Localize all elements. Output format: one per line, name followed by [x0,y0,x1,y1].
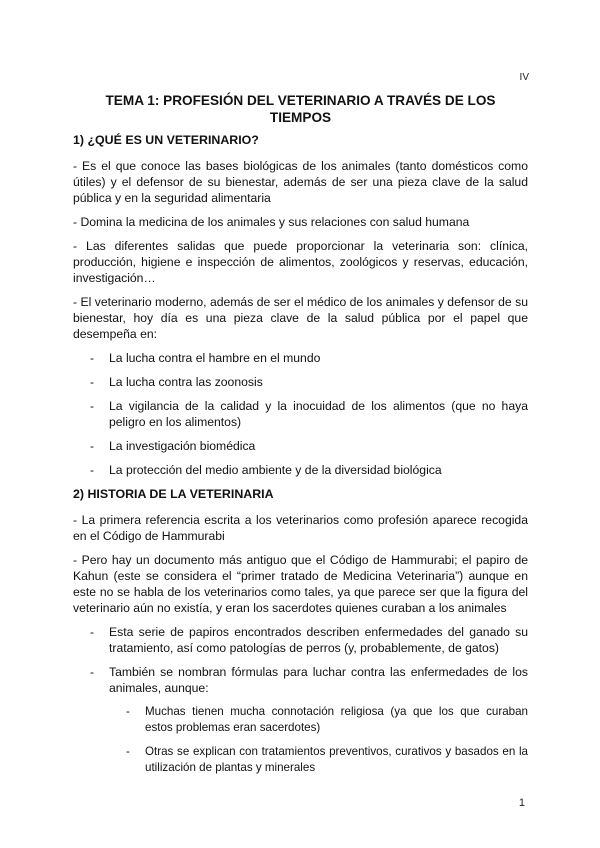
list-item-with-sublist [109,664,528,776]
page-number: 1 [518,797,525,809]
section-1-heading: 1) ¿QUÉ ES UN VETERINARIO? [73,133,259,147]
section-2-list [73,624,528,776]
section-2-paragraph: - La primera referencia escrita a los veterinarios como profesión aparece recogida en el Código de Hammurabi [73,513,528,543]
list-item: - Esta serie de papiros encontrados describen enfermedades del ganado su tratamiento, así como patologías de perros (y, probablemente, de gatos) [109,624,528,656]
page-title: TEMA 1: PROFESIÓN DEL VETERINARIO A TRAVÉS DE LOS TIEMPOS [105,93,496,125]
page-content [73,92,528,784]
header-mark: IV [519,72,529,83]
list-item: - La investigación biomédica [109,438,528,454]
list-item: - La protección del medio ambiente y de la diversidad biológica [109,462,528,478]
sublist-item: - Muchas tienen mucha connotación religiosa (ya que los que curaban estos problemas eran sacerdotes) [145,704,528,736]
section-2-paragraph: - Pero hay un documento más antiguo que el Código de Hammurabi; el papiro de Kahun (este se considera el “primer tratado de Medicina Veterinaria”) aunque en este no se habla de los veterinarios como tales, ya que parece ser que la figura del veterinario aún no existía, y eran los sacerdotes quienes curaban a los animales [73,553,528,615]
sublist-item: - Otras se explican con tratamientos preventivos, curativos y basados en la utilización de plantas y minerales [145,744,528,776]
list-item: - La lucha contra las zoonosis [109,374,528,390]
section-1-paragraph: - Es el que conoce las bases biológicas de los animales (tanto domésticos como útiles) y el defensor de su bienestar, además de ser una pieza clave de la salud pública y en la seguridad alimentaria [73,159,528,205]
section-1-paragraph: - El veterinario moderno, además de ser el médico de los animales y defensor de su bienestar, hoy día es una pieza clave de la salud pública por el papel que desempeña en: [73,295,528,341]
list-item-text: También se nombran fórmulas para luchar contra las enfermedades de los animales, aunque: [109,665,528,695]
list-item: - La lucha contra el hambre en el mundo [109,350,528,366]
section-2-heading: 2) HISTORIA DE LA VETERINARIA [73,487,274,501]
section-2-sublist [109,704,528,776]
list-item: - La vigilancia de la calidad y la inocuidad de los alimentos (que no haya peligro en los alimentos) [109,398,528,430]
section-1-paragraph: - Domina la medicina de los animales y sus relaciones con salud humana [73,215,470,229]
section-1-paragraph: - Las diferentes salidas que puede proporcionar la veterinaria son: clínica, producción, higiene e inspección de alimentos, zoológicos y reservas, educación, investigación… [73,239,528,285]
section-1-list [73,350,528,478]
